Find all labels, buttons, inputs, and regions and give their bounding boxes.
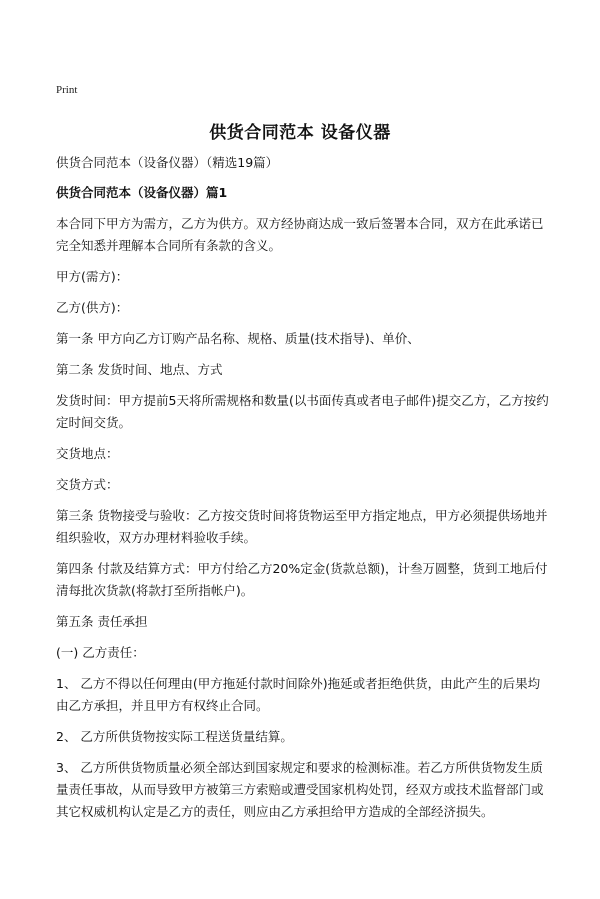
paragraph-duty-2: 2、 乙方所供货物按实际工程送货量结算。 (56, 729, 293, 744)
document-body (56, 152, 552, 832)
paragraph-article-2: 第二条 发货时间、地点、方式 (56, 362, 223, 377)
paragraph-intro: 本合同下甲方为需方，乙方为供方。双方经协商达成一致后签署本合同，双方在此承诺已完全知悉并理解本合同所有条款的含义。 (56, 216, 544, 253)
paragraph-party-b-duty: (一) 乙方责任： (56, 645, 145, 660)
paragraph-delivery-place: 交货地点： (56, 446, 119, 461)
paragraph-duty-1: 1、 乙方不得以任何理由(甲方拖延付款时间除外)拖延或者拒绝供货，由此产生的后果均由乙方承担，并且甲方有权终止合同。 (56, 676, 541, 713)
paragraph-article-3: 第三条 货物接受与验收：乙方按交货时间将货物运至甲方指定地点，甲方必须提供场地并组织验收，双方办理材料验收手续。 (56, 508, 548, 545)
paragraph-party-b: 乙方(供方)： (56, 300, 129, 315)
paragraph-article-4: 第四条 付款及结算方式：甲方付给乙方20%定金(货款总额)，计叁万圆整，货到工地后付清每批次货款(将款打至所指帐户)。 (56, 561, 548, 598)
document-title: 供货合同范本 设备仪器 (209, 123, 391, 143)
print-label: Print (56, 84, 78, 96)
paragraph-article-1: 第一条 甲方向乙方订购产品名称、规格、质量(技术指导)、单价、 (56, 331, 420, 346)
section-heading: 供货合同范本（设备仪器）篇1 (56, 185, 228, 200)
paragraph-party-a: 甲方(需方)： (56, 269, 129, 284)
paragraph-duty-3: 3、 乙方所供货物质量必须全部达到国家规定和要求的检测标准。若乙方所供货物发生质量责任事故，从而导致甲方被第三方索赔或遭受国家机构处罚，经双方或技术监督部门或其它权威机构认定是乙方的责任，则应由乙方承担给甲方造成的全部经济损失。 (56, 760, 544, 819)
document-subtitle: 供货合同范本（设备仪器）（精选19篇） (56, 155, 279, 170)
paragraph-delivery-method: 交货方式： (56, 477, 119, 492)
paragraph-delivery-time: 发货时间：甲方提前5天将所需规格和数量(以书面传真或者电子邮件)提交乙方，乙方按约定时间交货。 (56, 393, 549, 430)
paragraph-article-5: 第五条 责任承担 (56, 614, 148, 629)
